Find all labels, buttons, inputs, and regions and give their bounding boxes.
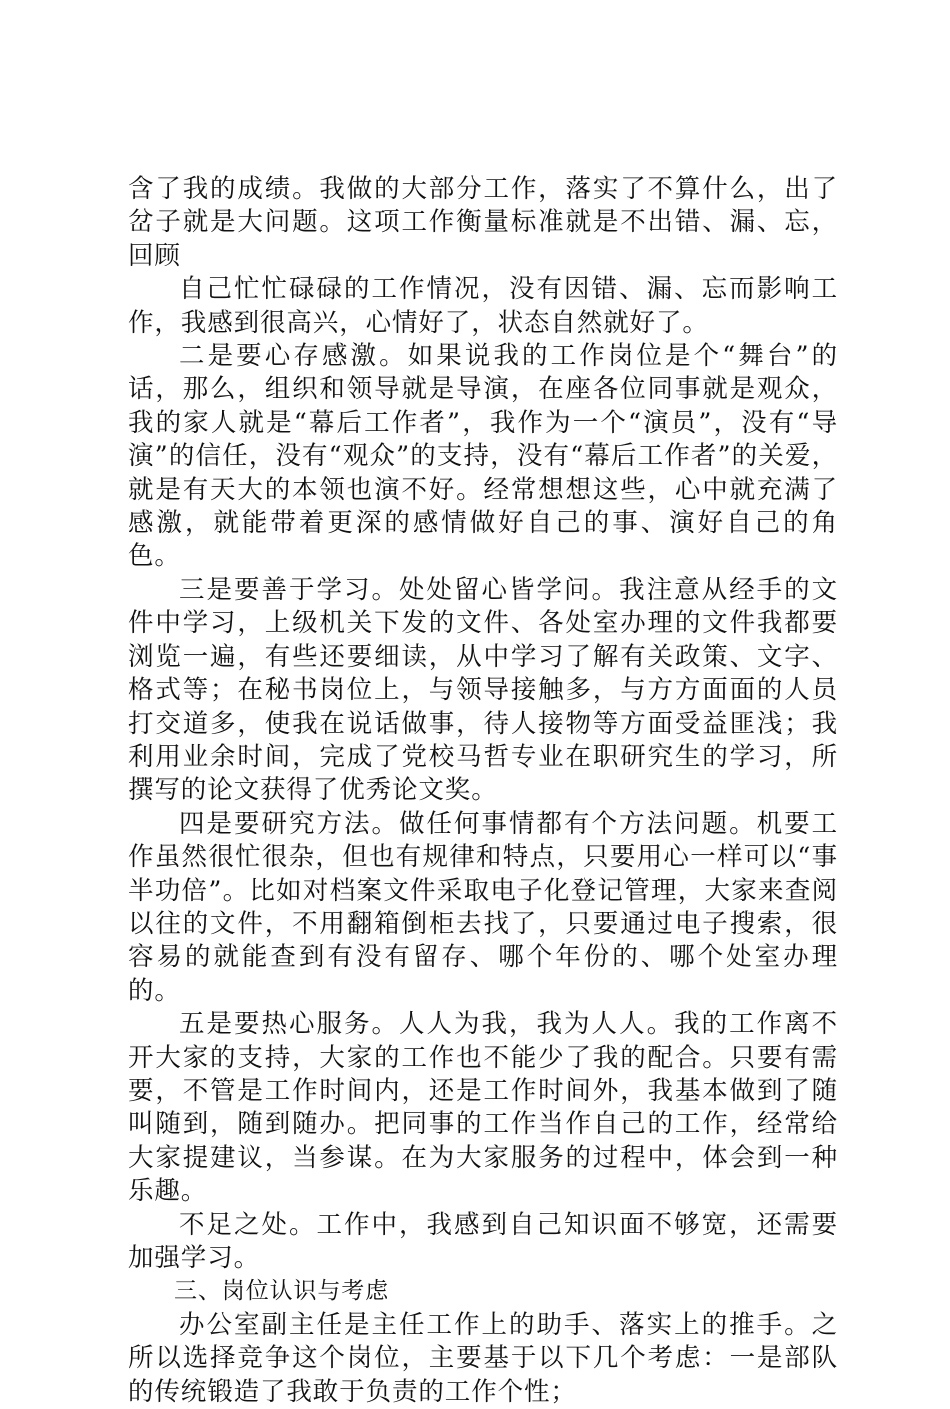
paragraph-continuation: 含了我的成绩。我做的大部分工作，落实了不算什么，出了岔子就是大问题。这项工作衡量标准就是不出错、漏、忘，回顾: [128, 174, 838, 271]
paragraph-learning: 三是要善于学习。处处留心皆学问。我注意从经手的文件中学习，上级机关下发的文件、各处室办理的文件我都要浏览一遍，有些还要细读，从中学习了解有关政策、文字、格式等；在秘书岗位上，与领导接触多，与方方面面的人员打交道多，使我在说话做事，待人接物等方面受益匪浅；我利用业余时间，完成了党校马哲专业在职研究生的学习，所撰写的论文获得了优秀论文奖。: [128, 574, 838, 806]
paragraph-methods: 四是要研究方法。做任何事情都有个方法问题。机要工作虽然很忙很杂，但也有规律和特点，只要用心一样可以“事半功倍”。比如对档案文件采取电子化登记管理，大家来查阅以往的文件，不用翻箱倒柜去找了，只要通过电子搜索，很容易的就能查到有没有留存、哪个年份的、哪个处室办理的。: [128, 808, 838, 1006]
paragraph-position: 办公室副主任是主任工作上的助手、落实上的推手。之所以选择竞争这个岗位，主要基于以下几个考虑：一是部队的传统锻造了我敢于负责的工作个性；: [128, 1309, 838, 1407]
paragraph-review: 自己忙忙碌碌的工作情况，没有因错、漏、忘而影响工作，我感到很高兴，心情好了，状态自然就好了。: [128, 274, 838, 338]
paragraph-service: 五是要热心服务。人人为我，我为人人。我的工作离不开大家的支持，大家的工作也不能少了我的配合。只要有需要，不管是工作时间内，还是工作时间外，我基本做到了随叫随到，随到随办。把同事的工作当作自己的工作，经常给大家提建议，当参谋。在为大家服务的过程中，体会到一种乐趣。: [128, 1009, 838, 1207]
document-body: [128, 173, 838, 1409]
paragraph-gratitude: 二是要心存感激。如果说我的工作岗位是个“舞台”的话，那么，组织和领导就是导演，在座各位同事就是观众，我的家人就是“幕后工作者”，我作为一个“演员”，没有“导演”的信任，没有“观众”的支持，没有“幕后工作者”的关爱，就是有天大的本领也演不好。经常想想这些，心中就充满了感激，就能带着更深的感情做好自己的事、演好自己的角色。: [128, 341, 838, 572]
section-heading: 三、岗位认识与考虑: [174, 1278, 390, 1305]
paragraph-shortcomings: 不足之处。工作中，我感到自己知识面不够宽，还需要加强学习。: [128, 1209, 838, 1273]
